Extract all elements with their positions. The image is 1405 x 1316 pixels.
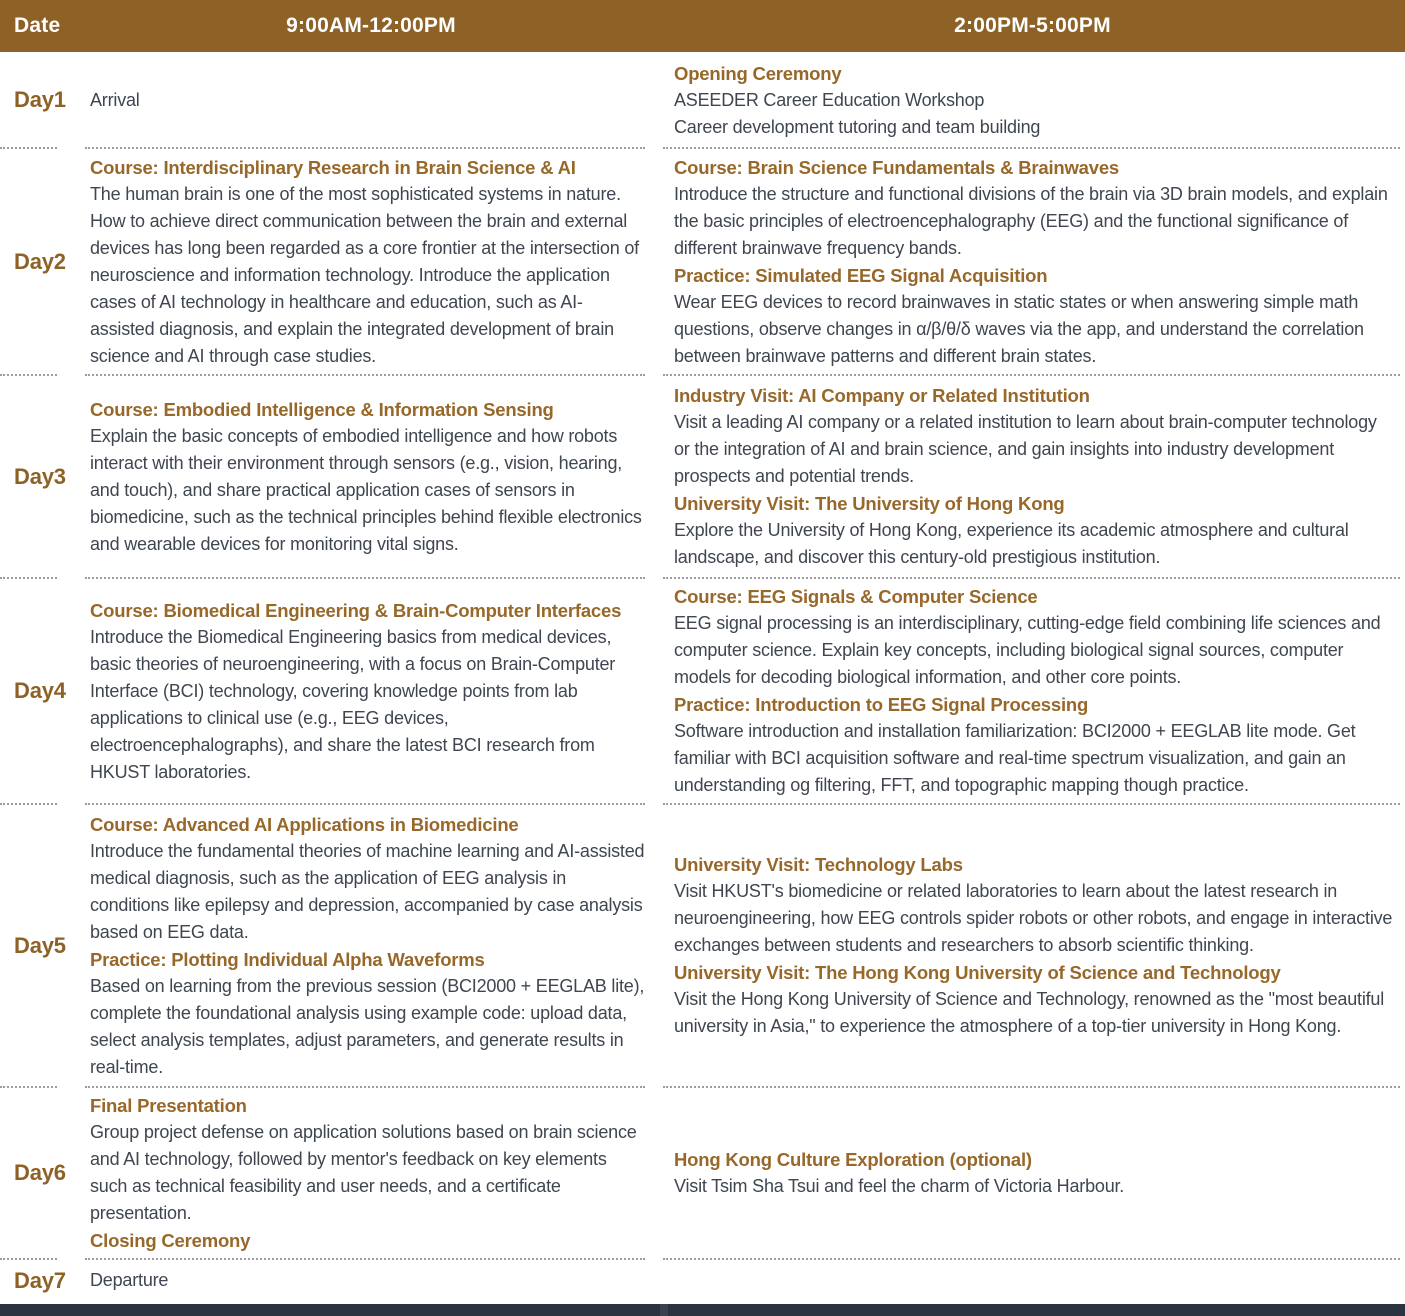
table-row-day6 (0, 1087, 1405, 1259)
session-description: EEG signal processing is an interdisciplinary, cutting-edge field combining life sciences and computer science. Explain key concepts, including biological signal sources, computer models for decoding biological information, and other core points. (674, 613, 1381, 687)
session-description: The human brain is one of the most sophisticated systems in nature. How to achieve direct communication between the brain and external devices has long been regarded as a core frontier at the intersection of neuroscience and information technology. Introduce the application cases of AI technology in healthcare and education, such as AI-assisted diagnosis, and explain the integrated development of brain science and AI through case studies. (90, 183, 639, 366)
date-cell (0, 375, 82, 578)
date-cell (0, 1259, 82, 1302)
afternoon-cell (660, 804, 1405, 1087)
date-cell (0, 578, 82, 804)
afternoon-cell-content (660, 846, 1405, 1045)
session-heading: Closing Ceremony (90, 1230, 251, 1251)
afternoon-cell (660, 578, 1405, 804)
afternoon-cell-content (660, 1141, 1405, 1205)
session-heading: University Visit: Technology Labs (674, 854, 963, 875)
session-description: Introduce the structure and functional divisions of the brain via 3D brain models, and explain the basic principles of electroencephalography (EEG) and the functional significance of different brainwave frequency bands. (674, 183, 1388, 258)
morning-cell (82, 1087, 660, 1259)
session-description: Introduce the Biomedical Engineering basics from medical devices, basic theories of neuroengineering, with a focus on Brain-Computer Interface (BCI) technology, covering knowledge points from lab applications to clinical use (e.g., EEG devices, electroencephalographs), and share the latest BCI research from HKUST laboratories. (90, 626, 616, 782)
header-morning-timeslot: 9:00AM-12:00PM (286, 14, 456, 37)
session-heading: Course: Embodied Intelligence & Information Sensing (90, 398, 554, 420)
afternoon-cell (660, 1259, 1405, 1302)
day-label: Day6 (14, 1160, 66, 1185)
session-heading: Final Presentation (90, 1095, 247, 1116)
session-heading: Course: Brain Science Fundamentals & Brainwaves (674, 156, 1120, 178)
header-afternoon-timeslot: 2:00PM-5:00PM (954, 14, 1111, 37)
afternoon-cell-content (660, 377, 1405, 576)
session-heading: Course: Advanced AI Applications in Biomedicine (90, 813, 519, 835)
afternoon-cell-content (660, 578, 1405, 804)
session-heading: Practice: Introduction to EEG Signal Processing (674, 694, 1089, 715)
day-label: Day2 (14, 248, 66, 274)
session-description: Wear EEG devices to record brainwaves in static states or when answering simple math questions, observe changes in α/β/θ/δ waves via the app, and understand the correlation between brainwave patterns and different brain states. (674, 291, 1364, 366)
date-cell (0, 1087, 82, 1259)
afternoon-cell (660, 375, 1405, 578)
session-heading: Practice: Simulated EEG Signal Acquisition (674, 264, 1048, 286)
session-description: Departure (90, 1270, 169, 1290)
morning-cell (82, 375, 660, 578)
day-label: Day7 (14, 1267, 66, 1293)
session-heading: Opening Ceremony (674, 62, 842, 84)
morning-cell (82, 1259, 660, 1302)
session-heading: Industry Visit: AI Company or Related Institution (674, 385, 1090, 406)
afternoon-cell (660, 148, 1405, 375)
schedule-rows (0, 52, 1405, 1302)
morning-cell-content (82, 82, 660, 119)
session-description: Explain the basic concepts of embodied intelligence and how robots interact with their environment through sensors (e.g., vision, hearing, and touch), and share practical application cases of sensors in biomedicine, such as the technical principles behind flexible electronics and wearable devices for monitoring vital signs. (90, 425, 642, 554)
morning-cell-content (82, 149, 660, 375)
morning-cell-content (82, 592, 660, 791)
session-heading: University Visit: The University of Hong Kong (674, 493, 1065, 514)
day-label: Day5 (14, 932, 66, 958)
session-description: Visit the Hong Kong University of Science and Technology, renowned as the "most beautiful university in Asia," to experience the atmosphere of a top-tier university in Hong Kong. (674, 989, 1385, 1036)
afternoon-cell (660, 1087, 1405, 1259)
morning-cell (82, 804, 660, 1087)
afternoon-cell (660, 52, 1405, 148)
table-header (0, 0, 1405, 52)
session-heading: University Visit: The Hong Kong University of Science and Technology (674, 962, 1281, 983)
session-description: Visit HKUST's biomedicine or related laboratories to learn about the latest research in neuroengineering, how EEG controls spider robots or other robots, and engage in interactive exchanges between students and researchers to absorb scientific thinking. (674, 881, 1393, 955)
day-label: Day1 (14, 87, 66, 112)
morning-cell-content (82, 1262, 660, 1299)
morning-cell (82, 148, 660, 375)
session-description: Introduce the fundamental theories of machine learning and AI-assisted medical diagnosis, such as the application of EEG analysis in conditions like epilepsy and depression, accompanied by case analysis based on EEG data. (90, 840, 645, 942)
date-cell (0, 804, 82, 1087)
day-label: Day4 (14, 678, 66, 703)
table-row-day7 (0, 1259, 1405, 1302)
afternoon-cell-content (660, 149, 1405, 375)
session-description: ASEEDER Career Education Workshop (674, 89, 985, 110)
date-cell (0, 52, 82, 148)
session-description: Explore the University of Hong Kong, experience its academic atmosphere and cultural landscape, and discover this century-old prestigious institution. (674, 520, 1349, 567)
session-description: Visit a leading AI company or a related institution to learn about brain-computer technology or the integration of AI and brain science, and gain insights into industry development prospects and potential trends. (674, 412, 1377, 486)
session-description: Software introduction and installation familiarization: BCI2000 + EEGLAB lite mode. Get familiar with BCI acquisition software and real-time spectrum visualization, and gain an understanding og filtering, FFT, and topographic mapping though practice. (674, 721, 1356, 795)
table-row-day4 (0, 578, 1405, 804)
footer-bar-seam (660, 1304, 668, 1316)
morning-cell-content (82, 806, 660, 1086)
table-row-day5 (0, 804, 1405, 1087)
table-row-day2 (0, 148, 1405, 375)
afternoon-cell-content (660, 1276, 1405, 1286)
table-row-day3 (0, 375, 1405, 578)
session-description: Visit Tsim Sha Tsui and feel the charm of Victoria Harbour. (674, 1176, 1125, 1196)
morning-cell (82, 52, 660, 148)
date-cell (0, 148, 82, 375)
header-date: Date (14, 14, 61, 37)
morning-cell (82, 578, 660, 804)
session-heading: Course: Interdisciplinary Research in Brain Science & AI (90, 156, 576, 178)
session-heading: Hong Kong Culture Exploration (optional) (674, 1149, 1032, 1170)
session-description: Based on learning from the previous session (BCI2000 + EEGLAB lite), complete the foundational analysis using example code: upload data, select analysis templates, adjust parameters, and generate results in real-time. (90, 975, 645, 1077)
table-row-day1 (0, 52, 1405, 148)
session-description: Career development tutoring and team building (674, 116, 1041, 137)
session-description: Arrival (90, 89, 140, 110)
morning-cell-content (82, 391, 660, 563)
session-heading: Practice: Plotting Individual Alpha Waveforms (90, 948, 485, 970)
footer-bar (0, 1304, 1405, 1316)
afternoon-cell-content (660, 55, 1405, 146)
session-description: Group project defense on application solutions based on brain science and AI technology, followed by mentor's feedback on key elements such as technical feasibility and user needs, and a certificate presentation. (90, 1122, 637, 1223)
session-heading: Course: Biomedical Engineering & Brain-Computer Interfaces (90, 599, 622, 621)
session-heading: Course: EEG Signals & Computer Science (674, 586, 1038, 607)
morning-cell-content (82, 1087, 660, 1259)
day-label: Day3 (14, 463, 66, 489)
